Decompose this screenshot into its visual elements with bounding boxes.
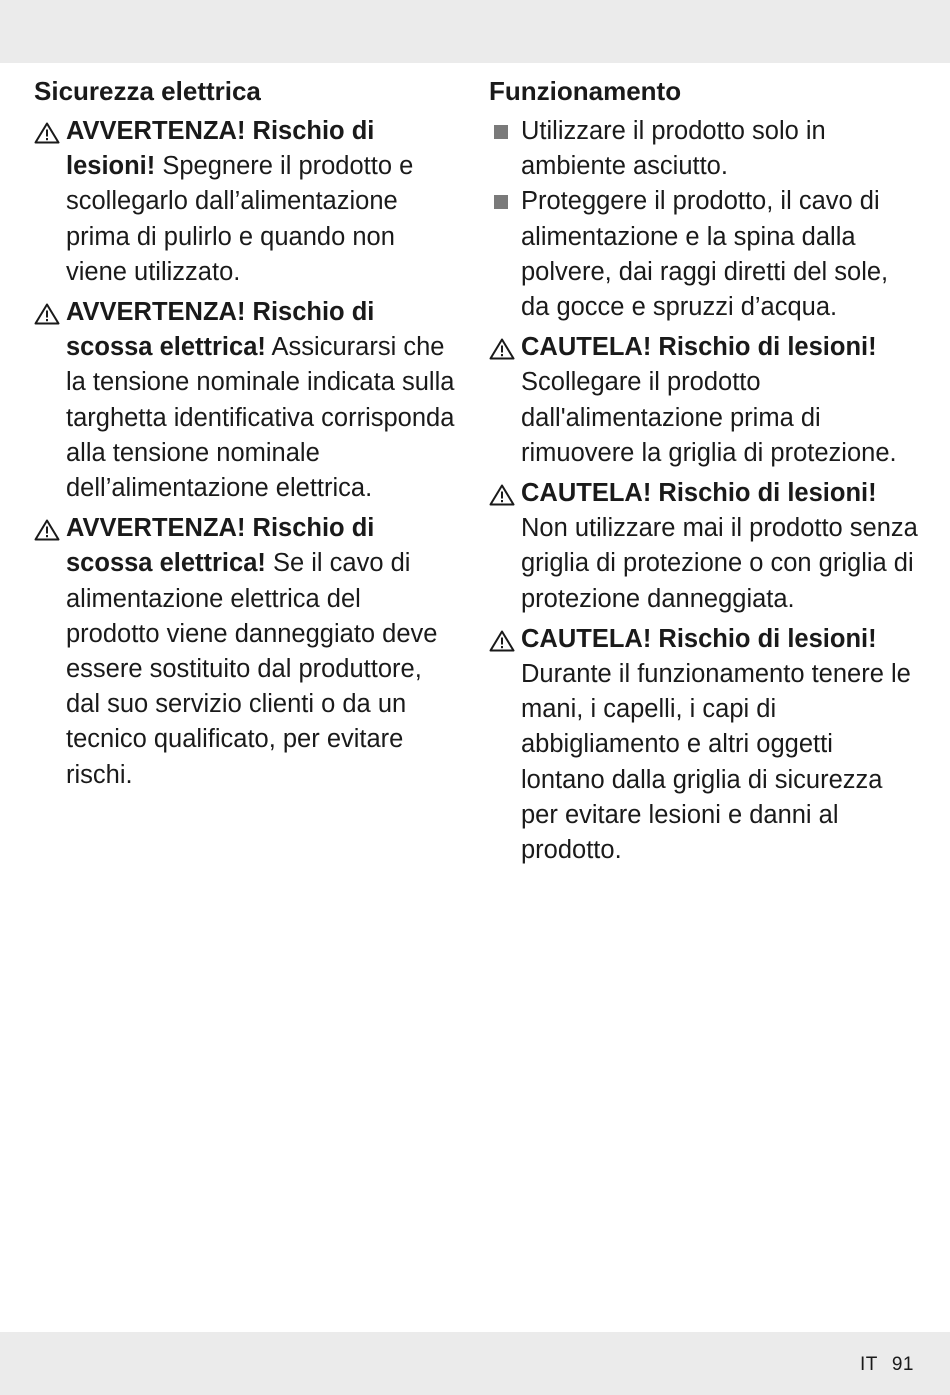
warning-triangle-icon — [489, 630, 515, 652]
warning-text: Assicurarsi che la tensione nominale indicata sulla targhetta identificativa corrisponda alla tensione nominale dell’alimentazione elettrica. — [66, 333, 455, 503]
list-item — [489, 114, 919, 184]
page-number: 91 — [891, 1354, 914, 1375]
warning-triangle-icon — [489, 484, 515, 506]
header-band — [0, 0, 950, 63]
caution-item — [489, 330, 919, 471]
warning-item — [34, 511, 459, 793]
list-item-text: Utilizzare il prodotto solo in ambiente asciutto. — [521, 117, 826, 181]
language-code: IT — [859, 1354, 878, 1375]
footer-band — [0, 1332, 950, 1395]
warning-text: Spegnere il prodotto e scollegarlo dall’alimentazione prima di pulirlo e quando non viene utilizzato. — [66, 152, 414, 286]
electrical-safety-section — [34, 72, 459, 798]
square-bullet-icon — [494, 125, 508, 139]
warning-heading: AVVERTENZA! Rischio di scossa elettrica! — [66, 514, 375, 578]
warning-item — [34, 114, 459, 290]
caution-text: Non utilizzare mai il prodotto senza griglia di protezione o con griglia di protezione danneggiata. — [521, 514, 918, 613]
section-heading: Funzionamento — [489, 76, 682, 106]
warning-heading: AVVERTENZA! Rischio di lesioni! — [66, 117, 375, 181]
warning-triangle-icon — [489, 338, 515, 360]
operation-section — [489, 72, 919, 873]
caution-text: Scollegare il prodotto dall'alimentazione prima di rimuovere la griglia di protezione. — [521, 368, 897, 467]
section-heading: Sicurezza elettrica — [34, 76, 261, 106]
warning-heading: AVVERTENZA! Rischio di scossa elettrica! — [66, 298, 375, 362]
warning-item — [34, 295, 459, 506]
square-bullet-icon — [494, 195, 508, 209]
warning-triangle-icon — [34, 303, 60, 325]
caution-heading: CAUTELA! Rischio di lesioni! — [521, 479, 877, 508]
caution-text: Durante il funzionamento tenere le mani, i capelli, i capi di abbigliamento e altri oggetti lontano dalla griglia di sicurezza per evitare lesioni e danni al prodotto. — [521, 660, 911, 865]
page-footer — [860, 1354, 914, 1376]
list-item — [489, 184, 919, 325]
caution-item — [489, 476, 919, 617]
warning-triangle-icon — [34, 519, 60, 541]
warning-triangle-icon — [34, 122, 60, 144]
warning-text: Se il cavo di alimentazione elettrica del prodotto viene danneggiato deve essere sostituito dal produttore, dal suo servizio clienti o da un tecnico qualificato, per evitare rischi. — [66, 549, 438, 789]
caution-item — [489, 622, 919, 868]
caution-heading: CAUTELA! Rischio di lesioni! — [521, 333, 877, 362]
list-item-text: Proteggere il prodotto, il cavo di alimentazione e la spina dalla polvere, dai raggi diretti del sole, da gocce e spruzzi d’acqua. — [521, 187, 889, 322]
caution-heading: CAUTELA! Rischio di lesioni! — [521, 624, 877, 653]
